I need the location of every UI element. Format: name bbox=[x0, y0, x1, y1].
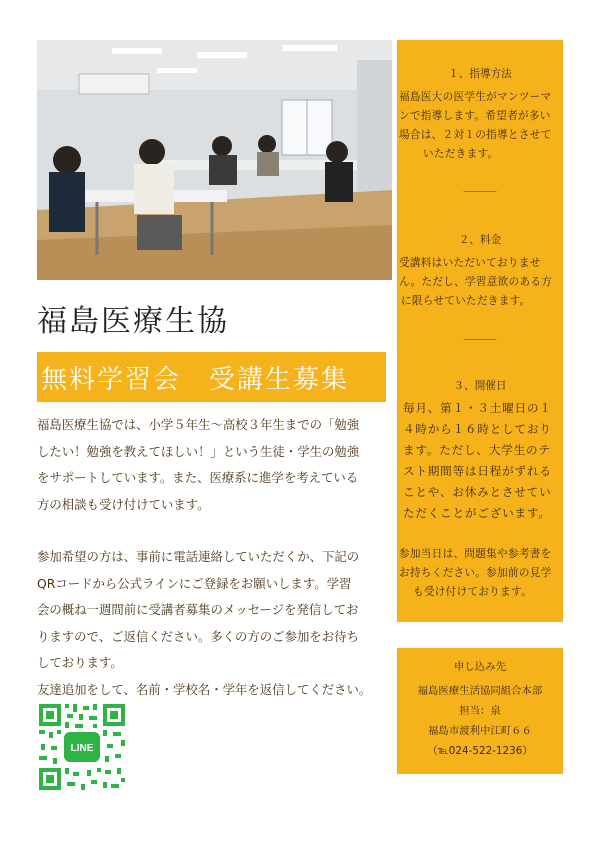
intro-line: りますので、ご返信ください。多くの方のご参加をお待ち bbox=[37, 628, 359, 644]
note-text bbox=[399, 545, 552, 602]
section-line: スト期間等は日程がずれる bbox=[403, 464, 552, 478]
contact-heading: 申し込み先 bbox=[454, 661, 506, 673]
intro-line: したい！勉強を教えてほしい！」という生徒・学生の勉強 bbox=[37, 443, 360, 459]
section-line: いただきます。 bbox=[423, 148, 499, 160]
qr-code-icon bbox=[37, 702, 127, 792]
contact-box bbox=[397, 648, 563, 774]
recruitment-banner bbox=[37, 352, 386, 402]
section-line: ただくことがございます。 bbox=[403, 506, 551, 520]
section-line: ンで指導します。希望者が多い bbox=[399, 110, 551, 122]
info-sidebar bbox=[397, 40, 563, 622]
section-line: ます。ただし、大学生のテ bbox=[403, 443, 551, 457]
intro-line: 友達追加をして、名前・学校名・学年を返信してください。 bbox=[37, 681, 372, 697]
note-line: 参加当日は、問題集や参考書を bbox=[399, 548, 552, 560]
section-line: 福島医大の医学生がマンツーマ bbox=[399, 91, 552, 103]
intro-line: 参加希望の方は、事前に電話連絡していただくか、下記の bbox=[37, 549, 360, 564]
page-title: 福島医療生協 bbox=[37, 304, 229, 339]
section-body bbox=[399, 254, 552, 311]
intro-line: 会の概ね一週間前に受講者募集のメッセージを発信してお bbox=[37, 602, 359, 617]
section-line: 毎月、第１・３土曜日の１ bbox=[403, 401, 552, 415]
separator: ＿＿＿ bbox=[463, 180, 497, 193]
intro-text bbox=[37, 412, 392, 703]
note-line: お持ちください。参加前の見学 bbox=[399, 567, 552, 579]
intro-line: 方の相談も受け付けています。 bbox=[37, 496, 210, 512]
contact-address: 福島市渡利中江町６６ bbox=[428, 725, 532, 737]
section-heading: ３、開催日 bbox=[453, 380, 507, 392]
section-body bbox=[399, 88, 552, 164]
section-line: に限らせていただきます。 bbox=[401, 295, 531, 307]
section-line: ４時から１６時としており bbox=[403, 422, 552, 436]
study-session-photo bbox=[37, 40, 392, 280]
intro-line: 福島医療生協では、小学５年生～高校３年生までの「勉強 bbox=[37, 417, 360, 432]
section-body bbox=[403, 398, 552, 524]
intro-line: をサポートしています。また、医療系に進学を考えている bbox=[37, 470, 359, 485]
section-line: 場合は、２対１の指導とさせて bbox=[399, 129, 552, 141]
section-line: ん。ただし、学習意欲のある方 bbox=[399, 276, 553, 288]
banner-text: 無料学習会 受講生募集 bbox=[41, 365, 350, 395]
section-line: 受講料はいただいておりませ bbox=[399, 257, 541, 269]
intro-line: しております。 bbox=[37, 655, 123, 670]
contact-phone[interactable]: （℡024-522-1236） bbox=[427, 745, 533, 757]
note-line: も受け付けております。 bbox=[413, 586, 532, 598]
section-line: ことや、お休みとさせてい bbox=[403, 485, 552, 499]
section-heading: ２、料金 bbox=[458, 234, 502, 246]
contact-org: 福島医療生活協同組合本部 bbox=[417, 685, 543, 697]
contact-person: 担当：泉 bbox=[459, 705, 501, 717]
qr-line-label: LINE bbox=[70, 743, 94, 754]
intro-line: QRコードから公式ラインにご登録をお願いします。学習 bbox=[37, 575, 352, 591]
separator: ＿＿＿ bbox=[463, 328, 497, 341]
section-heading: １、指導方法 bbox=[448, 68, 512, 80]
line-qr-code[interactable] bbox=[37, 702, 127, 792]
